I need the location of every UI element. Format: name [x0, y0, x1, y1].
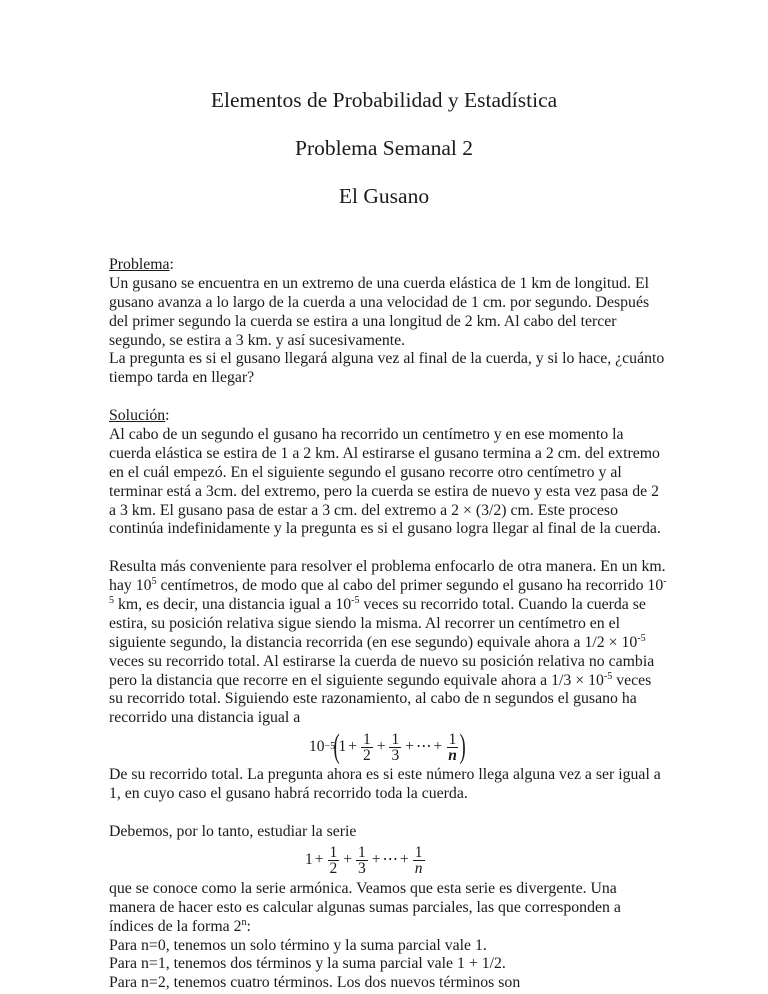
problema-line: La pregunta es si el gusano llegará alguna vez al final de la cuerda, y si lo hace, ¿cuánto: [109, 350, 665, 368]
problema-heading: [109, 256, 679, 275]
formula-exponent: −5: [324, 740, 336, 752]
solucion-line: en el cuál empezó. En el siguiente segundo el gusano recorre otro centímetro y al: [109, 463, 622, 481]
text-run: :: [246, 917, 251, 935]
paragraph-line: su recorrido total. Siguiendo este razonamiento, al cabo de n segundos el gusano ha: [109, 690, 637, 708]
text-run: veces: [612, 671, 652, 689]
plus-sign: +: [343, 851, 352, 869]
spacer: [109, 388, 679, 407]
paragraph-line: Para n=1, tenemos dos términos y la suma parcial vale 1 + 1/2.: [109, 955, 506, 973]
problema-line: tiempo tarda en llegar?: [109, 369, 255, 387]
plus-sign: +: [371, 851, 381, 869]
plus-sign: +: [376, 737, 386, 755]
text-run: hay 10: [109, 577, 152, 595]
paragraph-line: [109, 577, 679, 596]
formula-scaled-harmonic-sum: [109, 728, 679, 766]
text-run: veces su recorrido total. Cuando la cuerda se: [359, 596, 646, 614]
superscript: -5: [637, 632, 646, 644]
superscript: 5: [109, 595, 114, 607]
fraction: [356, 845, 368, 876]
text-run: centímetros, de modo que al cabo del primer segundo el gusano ha recorrido 10: [156, 577, 664, 595]
fraction: [328, 845, 340, 876]
solucion-heading: [109, 407, 679, 426]
denominator: 2: [362, 746, 371, 764]
course-title: Elementos de Probabilidad y Estadística: [210, 88, 558, 112]
text-run: pero la distancia que recorre en el siguiente segundo equivale ahora a 1/3 × 10: [109, 671, 604, 689]
superscript: n: [241, 916, 247, 928]
text-run: siguiente segundo, la distancia recorrida (en ese segundo) equivale ahora a 1/2 × 10: [109, 633, 638, 651]
numerator: 1: [414, 844, 423, 862]
paragraph-line: [109, 596, 679, 615]
paragraph-line: Debemos, por lo tanto, estudiar la serie: [109, 822, 357, 840]
numerator: 1: [329, 844, 338, 862]
denominator: 2: [329, 860, 338, 878]
text-run: km, es decir, una distancia igual a 10: [114, 596, 352, 614]
spacer: [109, 539, 679, 558]
denominator: 3: [358, 860, 366, 878]
problema-line: gusano avanza a lo largo de la cuerda a una velocidad de 1 cm. por segundo. Después: [109, 293, 650, 311]
superscript: 5: [151, 576, 157, 588]
fraction: [413, 845, 425, 876]
fraction: [361, 732, 373, 763]
denominator: 3: [391, 746, 400, 764]
paragraph-line: [109, 918, 679, 937]
denominator: n: [448, 746, 457, 764]
plus-sign: +: [348, 737, 357, 755]
ellipsis: ⋯: [382, 851, 398, 869]
solucion-line: continúa indefinidamente y la pregunta es si el gusano logra llegar al final de la cuerda.: [109, 520, 661, 538]
problem-set-title: Problema Semanal 2: [295, 136, 473, 160]
problema-heading-text: Problema: [109, 256, 170, 273]
numerator: 1: [358, 844, 366, 862]
numerator: 1: [362, 730, 371, 748]
fraction: [446, 732, 459, 763]
solucion-line: cuerda elástica se estira de 1 a 2 km. Al estirarse el gusano termina a 2 cm. del extremo: [109, 444, 660, 462]
formula-harmonic-series: [109, 842, 679, 880]
numerator: 1: [448, 730, 457, 748]
paragraph-line: que se conoce como la serie armónica. Veamos que esta serie es divergente. Una: [109, 879, 617, 897]
heading-colon: :: [169, 256, 174, 273]
solucion-heading-text: Solución: [109, 407, 166, 425]
heading-colon: :: [165, 407, 170, 425]
open-paren: (: [333, 728, 340, 766]
paragraph-line: Para n=0, tenemos un solo término y la suma parcial vale 1.: [109, 936, 487, 954]
close-paren: ): [459, 728, 466, 766]
solucion-line: a 3 km. El gusano pasa de estar a 3 cm. del extremo a 2 × (3/2) cm. Este proceso: [109, 501, 618, 519]
plus-sign: +: [314, 851, 324, 869]
plus-sign: +: [405, 737, 414, 755]
superscript: -: [663, 576, 667, 588]
spacer: [109, 804, 679, 823]
paragraph-line: manera de hacer esto es calcular algunas sumas parciales, las que corresponden a: [109, 898, 621, 916]
problema-line: del primer segundo la cuerda se estira a una longitud de 2 km. Al cabo del tercer: [109, 312, 617, 330]
solucion-line: Al cabo de un segundo el gusano ha recorrido un centímetro y en ese momento la: [109, 426, 624, 444]
paragraph-line: [109, 672, 679, 691]
document-body: [109, 256, 679, 993]
solucion-line: terminar está a 3cm. del extremo, pero la cuerda se estira de nuevo y esta vez pasa de 2: [109, 482, 660, 500]
plus-sign: +: [400, 851, 409, 869]
problem-name: El Gusano: [338, 184, 430, 208]
problema-line: Un gusano se encuentra en un extremo de una cuerda elástica de 1 km de longitud. El: [109, 274, 649, 292]
formula-coefficient: 10: [309, 737, 325, 755]
fraction: [389, 732, 401, 763]
problema-line: segundo, se estira a 3 km. y así sucesivamente.: [109, 331, 406, 349]
plus-sign: +: [433, 737, 443, 755]
numerator: 1: [391, 730, 400, 748]
paragraph-line: 1, en cuyo caso el gusano habrá recorrido toda la cuerda.: [109, 785, 468, 803]
paragraph-line: Resulta más conveniente para resolver el problema enfocarlo de otra manera. En un km.: [109, 558, 666, 576]
superscript: -5: [603, 670, 613, 682]
superscript: -5: [351, 595, 360, 607]
ellipsis: ⋯: [415, 737, 432, 755]
paragraph-line: veces su recorrido total. Al estirarse la cuerda de nuevo su posición relativa no cambia: [109, 652, 655, 670]
text-run: índices de la forma 2: [109, 917, 242, 935]
paragraph-line: Para n=2, tenemos cuatro términos. Los dos nuevos términos son: [109, 974, 521, 992]
paragraph-line: recorrido una distancia igual a: [109, 709, 301, 727]
paragraph-line: De su recorrido total. La pregunta ahora es si este número llega alguna vez a ser igual a: [109, 766, 661, 784]
denominator: n: [414, 860, 423, 878]
formula-term: 1: [305, 851, 313, 869]
paragraph-line: estira, su posición relativa sigue siendo la misma. Al recorrer un centímetro en el: [109, 614, 621, 632]
paragraph-line: [109, 634, 679, 653]
formula-term: 1: [338, 737, 347, 755]
